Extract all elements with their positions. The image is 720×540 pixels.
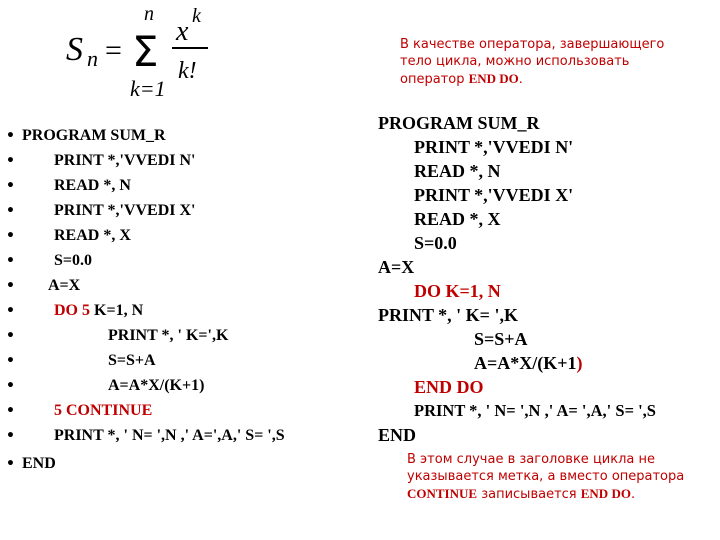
red-paren: ) xyxy=(576,353,583,373)
code-line: PRINT *,'VVEDI N' xyxy=(414,137,574,157)
note-top-line3-prefix: оператор xyxy=(400,72,469,87)
note-bottom-line3-suffix: . xyxy=(630,487,636,502)
note-bottom-keyword1: CONTINUE xyxy=(407,486,478,501)
code-line: S=S+A xyxy=(474,329,528,349)
formula-denominator: k! xyxy=(178,58,197,84)
continue-label-red: 5 CONTINUE xyxy=(54,402,153,419)
formula-upper: n xyxy=(144,3,154,25)
bullet: • xyxy=(6,456,15,472)
code-line: S=0.0 xyxy=(414,233,457,253)
end-do-red: END DO xyxy=(414,377,484,397)
code-line: PRINT *, ' K= ',K xyxy=(378,305,518,325)
code-line: PRINT *, ' N= ',N ,' A=',A,' S= ',S xyxy=(54,427,285,444)
code-line: READ *, N xyxy=(54,177,131,194)
bullet: • xyxy=(6,403,15,419)
sum-formula xyxy=(60,2,280,102)
code-line-main: A=A*X/(K+1 xyxy=(474,353,577,373)
bullet: • xyxy=(6,228,15,244)
note-bottom-line2: указывается метка, а вместо оператора xyxy=(407,469,685,484)
code-line xyxy=(474,353,583,377)
note-top-line2: тело цикла, можно использовать xyxy=(400,54,630,69)
bullet: • xyxy=(6,303,15,319)
note-bottom-line3-mid: записывается xyxy=(477,487,581,502)
bullet: • xyxy=(6,178,15,194)
formula-numerator: x xyxy=(176,16,189,47)
note-bottom-line1: В этом случае в заголовке цикла не xyxy=(407,452,655,467)
code-line: PRINT *,'VVEDI N' xyxy=(54,152,196,169)
code-line: READ *, N xyxy=(414,161,501,181)
bullet: • xyxy=(6,253,15,269)
code-line: PRINT *, ' N= ',N ,' A= ',A,' S= ',S xyxy=(414,401,656,420)
note-top xyxy=(400,36,700,88)
code-line: END xyxy=(378,425,417,445)
formula-numerator-exp: k xyxy=(192,5,201,27)
code-line xyxy=(414,281,501,305)
code-line: PRINT *, ' K=',K xyxy=(108,327,229,344)
code-line: PROGRAM SUM_R xyxy=(22,127,166,144)
bullet: • xyxy=(6,428,15,444)
note-top-line3 xyxy=(400,70,700,88)
code-line: READ *, X xyxy=(54,227,131,244)
formula-lhs-sub: n xyxy=(87,46,98,71)
code-line xyxy=(414,377,484,401)
bullet: • xyxy=(6,153,15,169)
bullet: • xyxy=(6,203,15,219)
code-line: END xyxy=(22,455,56,472)
code-line: A=X xyxy=(378,257,415,277)
code-line: PRINT *,'VVEDI X' xyxy=(414,185,574,205)
code-line: A=A*X/(K+1) xyxy=(108,377,205,394)
code-line xyxy=(54,302,143,320)
code-line-rest: K=1, N xyxy=(90,302,144,319)
bullet: • xyxy=(6,278,15,294)
note-top-keyword: END DO xyxy=(468,71,519,86)
code-line: S=0.0 xyxy=(54,252,93,269)
code-line: S=S+A xyxy=(108,352,156,369)
code-line xyxy=(54,402,152,420)
code-line: PROGRAM SUM_R xyxy=(378,113,540,133)
note-bottom xyxy=(407,451,707,503)
note-bottom-keyword2: END DO xyxy=(580,486,631,501)
formula-sigma: Σ xyxy=(132,27,159,76)
code-line: A=X xyxy=(48,277,81,294)
code-line: READ *, X xyxy=(414,209,501,229)
formula-lower: k=1 xyxy=(130,76,166,101)
formula-equals: = xyxy=(105,34,122,67)
bullet: • xyxy=(6,378,15,394)
note-top-line1: В качестве оператора, завершающего xyxy=(400,37,665,52)
bullet: • xyxy=(6,353,15,369)
code-line: PRINT *,'VVEDI X' xyxy=(54,202,196,219)
note-top-line3-suffix: . xyxy=(518,72,523,87)
note-bottom-line3 xyxy=(407,485,707,503)
do-statement-red: DO K=1, N xyxy=(414,281,501,301)
formula-lhs: S xyxy=(66,31,83,68)
bullet: • xyxy=(6,128,15,144)
loop-label-red: DO 5 xyxy=(54,302,90,319)
bullet: • xyxy=(6,328,15,344)
